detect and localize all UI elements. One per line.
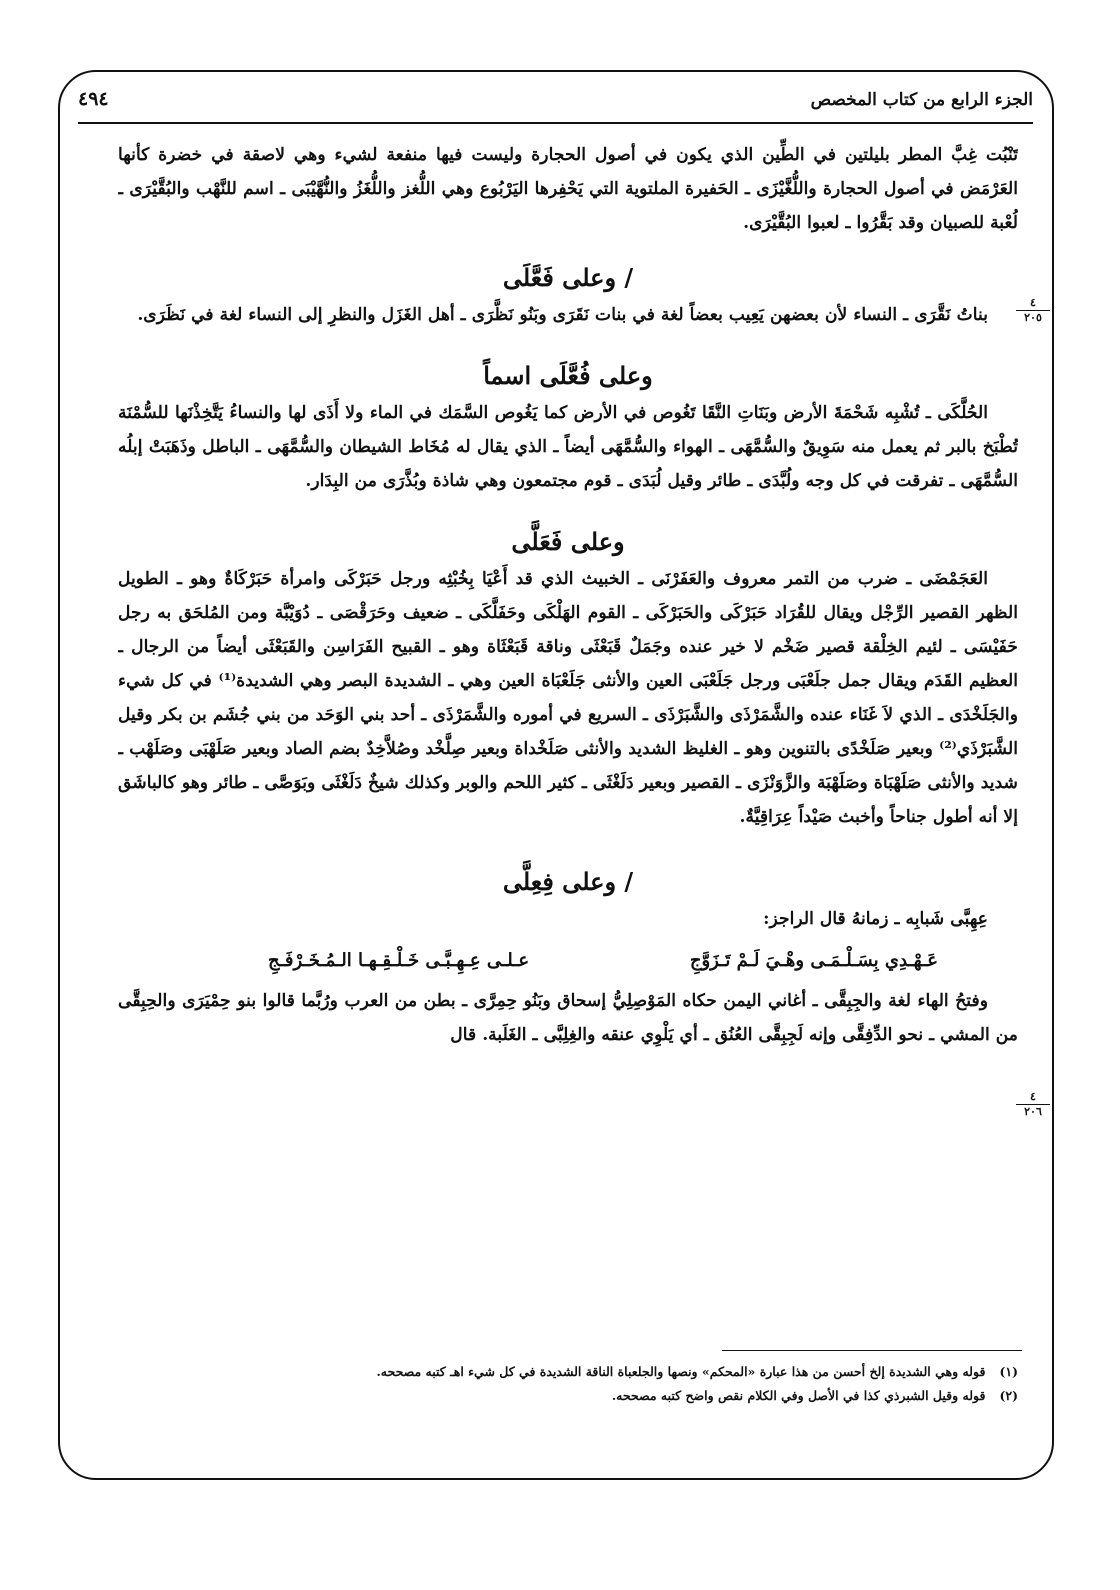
poetry-verse — [268, 942, 938, 980]
footnote-divider — [722, 1350, 1022, 1351]
verse-first-hemistich: عَـهْـدِي بِسَـلْـمَـى وهْـيَ لَـمْ تَـزَوَّجِ — [689, 950, 938, 971]
paragraph: عِهِبَّى شَبابِه ـ زمانهُ قال الراجز: — [763, 909, 988, 929]
paragraph: الحُلَّكَى ـ تُشْبِه شَحْمَةَ الأرض وبَنَاتِ النَّقَا تَغُوص في الأرض كما يَغُوص السَّمَك في الماء ولا أَذَى لها والنساءُ يَتَّخِذْنَها للسُّمْنَة تُطْبَخ بالبر ثم يعمل منه سَوِيقٌ والسُّمَّهَى ـ الهواء والسُّمَّهَى أيضاً ـ الذي يقال له مُخَاط الشيطان والسُّمَّهَى ـ الباطل وذَهَبَتْ إبلُه السُّمَّهَى ـ تفرقت في كل وجه ولُبَّدَى ـ طائر وقيل لُبَدَى ـ قوم مجتمعون وهي شاذة وبُذَّرَى من البِدَار. — [118, 403, 1018, 491]
footnote-2 — [160, 1384, 1018, 1408]
margin-reference-page: ٢٠٦ — [1024, 1105, 1042, 1118]
paragraph-intro: تَنْبُت غِبَّ المطر بليلتين في الطِّين الذي يكون في أصول الحجارة وليست فيها منفعة لشيء وهي لاصقة في خضرة كأنها العَرْمَض في أصول الحجارة واللُّغَّيْزَى ـ الحَفيرة الملتوية التي يَحْفِرها اليَرْبُوع وهي اللُّغز واللُّغَزُ والنُّهَّيْبَى ـ اسم للنَّهْب والبُقَّيْرَى ـ لُعْبة للصبيان وقد بَقَّرُوا ـ لعبوا البُقَّيْرَى. — [118, 145, 1018, 233]
footnote-mark: (١) — [999, 1364, 1018, 1379]
running-title: الجزء الرابع من كتاب المخصص — [810, 90, 1033, 110]
footnote-text: قوله وهي الشديدة إلخ أحسن من هذا عبارة «المحكم» ونصها والجلعباة الناقة الشديدة في كل شيء اهـ كتبه مصححه. — [376, 1364, 986, 1379]
margin-reference-2 — [1016, 1090, 1050, 1118]
footnote-1 — [160, 1360, 1018, 1384]
paragraph: وفتحُ الهاء لغة والجِبِقَّى ـ أغاني اليمن حكاه المَوْصِلِيُّ إسحاق وبَنُو حِمِرَّى ـ بطن من العرب ورُبَّما قالوا بنو حِمْيَرَى والحِبِقَّى من المشي ـ نحو الدِّفِقَّى وإنه لَجِبِقَّى العُنُق ـ أي يَلْوِي عنقه والغِلِبَّى ـ الغَلَبة. قال — [118, 991, 1018, 1045]
paragraph: العَجَمْضَى ـ ضرب من التمر معروف والعَفَرْنَى ـ الخبيث الذي قد أَعْيَا بِخُبْثِه ورجل حَبَرْكَى وامرأة حَبَرْكَاةٌ وهو ـ الطويل الظهر القصير الرِّجْل ويقال للقُرَاد حَبَرْكَى والحَبَرْكَى ـ القوم الهَلْكَى وحَفَلَّكَى ـ ضعيف وحَرَقْصَى ـ دُوَيْبَّة ومن المُلحَق به رجل حَفَيْسَى ـ لئيم الخِلْقة قصير ضَخْم لا خير عنده وجَمَلٌ قَبَعْثَى وناقة قَبَعْثَاة وهو ـ القبيح الفَرَاسِن والقَبَعْثَى أيضاً من الرجال ـ العظيم القَدَم ويقال جمل جلَعْبَى ورجل جَلَعْبَى العين والأنثى جَلَعْبَاة العين وهي ـ الشديدة البصر وهي الشديدة⁽¹⁾ في كل شيء والجَلَخْدَى ـ الذي لاَ غَنَاء عنده والشَّمَرْذَى والشَّبَرْذَى ـ السريع في أموره والشَّمَرْذَى ـ أحد بني الوَحَد من بني جُشَم بن بكر وقيل الشَّبَرْذَي⁽²⁾ وبعير صَلَخْدًى بالتنوين وهو ـ الغليظ الشديد والأنثى صَلَخْداة وبعير صِلَّخْد وصُلاَّخِدٌ بضم الصاد وبعير صَلَهْبَى وصَلَهْب ـ شديد والأنثى صَلَهْبَاة وصَلَهْبَة والزَّوَنْزَى ـ القصير وبعير دَلَغْثَى ـ كثير اللحم والوبر وكذلك شيخٌ دَلَغْثَى وبَوَصَّى ـ طائر وهو كالباشَق إلا أنه أطول جناحاً وأخبث صَيْداً عِرَاقِيَّةٌ. — [118, 569, 1018, 827]
main-text — [118, 138, 1018, 1303]
margin-reference-volume: ٤ — [1016, 296, 1050, 311]
footnote-mark: (٢) — [999, 1388, 1018, 1403]
paragraph: بناتُ نَقَّرَى ـ النساء لأن بعضهن يَعِيب بعضاً لغة في بنات نَقَرَى وبَنُو نَظَّرَى ـ أهل الغَزَل والنظرِ إلى النساء لغة في نَظَرَى. — [137, 305, 988, 325]
margin-reference-volume: ٤ — [1016, 1090, 1050, 1105]
verse-second-hemistich: عـلـى عِـهِـبَّـى خَـلْـقِـهـا الـمُـخَـرْفَـجِ — [268, 950, 530, 971]
page-number: ٤٩٤ — [78, 88, 109, 110]
footnote-text: قوله وقيل الشبرذي كذا في الأصل وفي الكلام نقص واضح كتبه مصححه. — [611, 1388, 986, 1403]
section-heading: وعلى فَعَلَّى — [511, 527, 625, 556]
margin-reference-1 — [1016, 296, 1050, 324]
page-header — [78, 82, 1033, 124]
footnotes — [160, 1360, 1018, 1408]
section-heading: / وعلى فَعَّلَى — [502, 263, 634, 292]
margin-reference-page: ٢٠٥ — [1024, 311, 1042, 324]
section-heading: وعلى فُعَّلَى اسماً — [483, 361, 653, 390]
section-heading: / وعلى فِعِلَّى — [502, 867, 634, 896]
